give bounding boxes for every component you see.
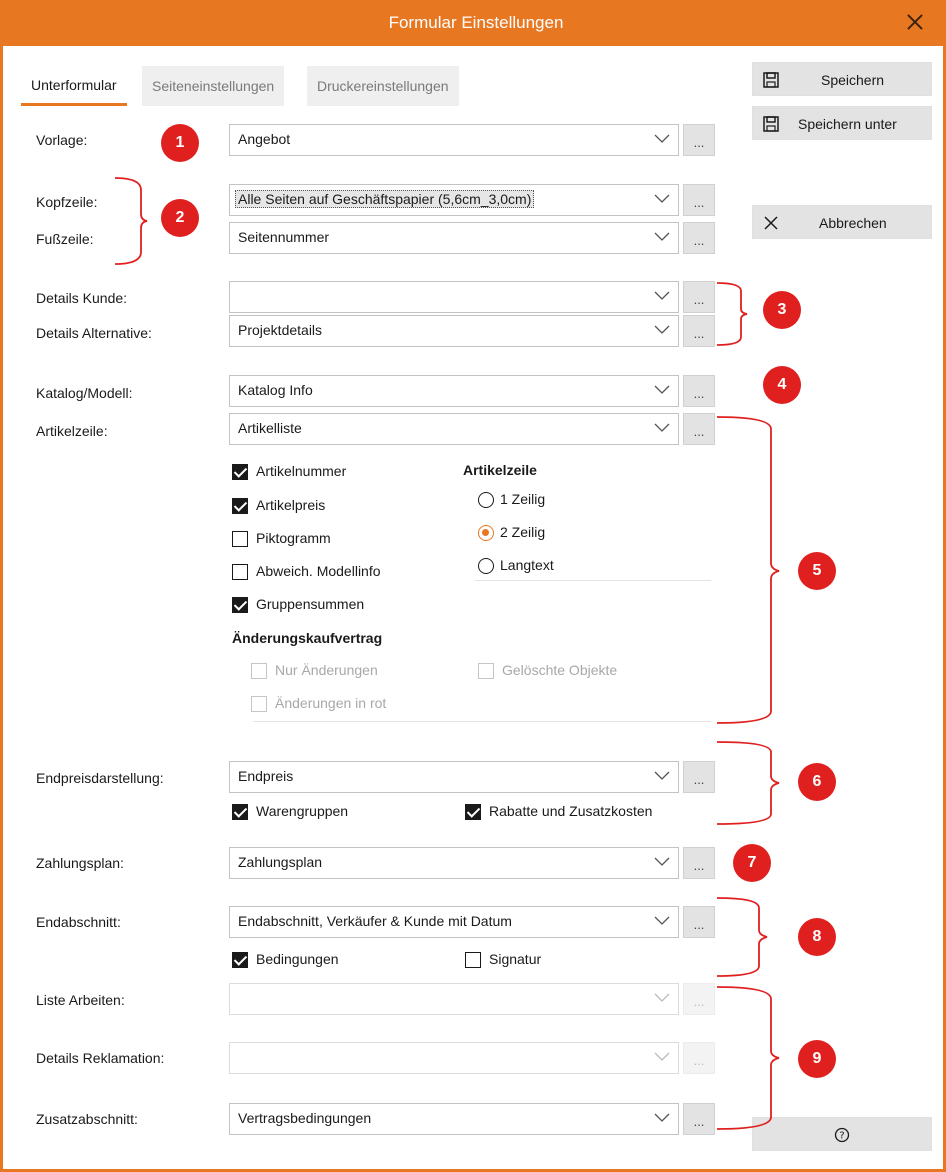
piktogramm-label: Piktogramm [256,530,331,546]
radio-2-zeilig-label: 2 Zeilig [500,524,546,540]
radio-1-zeilig[interactable] [478,490,598,512]
floppy-disk-icon [763,72,779,88]
signatur-checkbox[interactable] [465,950,585,972]
annotation-brace-3 [715,281,755,347]
geloeschte-objekte-label: Gelöschte Objekte [502,662,618,678]
details-kunde-label: Details Kunde: [36,290,128,306]
zahlungsplan-more-button[interactable]: ... [683,847,715,879]
endpreis-value: Endpreis [238,768,294,784]
artikelzeile-select[interactable] [229,413,679,445]
aenderungen-in-rot-label: Änderungen in rot [275,695,387,711]
details-reklamation-more-button[interactable]: ... [683,1042,715,1074]
artikelzeile-radio-heading: Artikelzeile [463,462,537,478]
details-kunde-select[interactable] [229,281,679,313]
gruppensummen-label: Gruppensummen [256,596,365,612]
chevron-down-icon [654,1051,670,1063]
chevron-down-icon [654,992,670,1004]
chevron-down-icon [654,384,670,396]
details-reklamation-label: Details Reklamation: [36,1050,165,1066]
warengruppen-checkbox[interactable] [232,802,392,824]
save-as-button[interactable] [752,106,932,140]
tab-unterformular[interactable]: Unterformular [21,66,127,106]
annotation-brace-2 [107,176,167,266]
abweich-modellinfo-label: Abweich. Modellinfo [256,563,381,579]
kopfzeile-value: Alle Seiten auf Geschäftspapier (5,6cm_3,0cm) [235,190,534,208]
endabschnitt-label: Endabschnitt: [36,914,121,930]
checkbox-box [232,804,248,820]
artikelpreis-checkbox[interactable] [232,496,392,518]
zahlungsplan-value: Zahlungsplan [238,854,323,870]
marker-3: 3 [763,291,801,329]
endabschnitt-value: Endabschnitt, Verkäufer & Kunde mit Datum [238,913,512,929]
checkbox-box [232,597,248,613]
zusatzabschnitt-more-button[interactable]: ... [683,1103,715,1135]
zusatzabschnitt-select[interactable] [229,1103,679,1135]
artikelzeile-label: Artikelzeile: [36,423,108,439]
endabschnitt-more-button[interactable]: ... [683,906,715,938]
endpreis-label: Endpreisdarstellung: [36,770,164,786]
zahlungsplan-select[interactable] [229,847,679,879]
radio-circle [478,492,494,508]
checkbox-box [465,804,481,820]
warengruppen-label: Warengruppen [256,803,349,819]
window-title: Formular Einstellungen [388,13,564,32]
chevron-down-icon [654,290,670,302]
chevron-down-icon [654,915,670,927]
piktogramm-checkbox[interactable] [232,529,392,551]
rabatte-label: Rabatte und Zusatzkosten [489,803,653,819]
close-icon[interactable] [903,10,927,34]
details-reklamation-select[interactable] [229,1042,679,1074]
fusszeile-select[interactable] [229,222,679,254]
chevron-down-icon [654,324,670,336]
marker-6: 6 [798,763,836,801]
chevron-down-icon [654,133,670,145]
chevron-down-icon [654,422,670,434]
liste-arbeiten-label: Liste Arbeiten: [36,992,125,1008]
checkbox-box [251,663,267,679]
aenderung-heading: Änderungskaufvertrag [232,630,383,646]
artikelnummer-label: Artikelnummer [256,463,347,479]
katalog-select[interactable] [229,375,679,407]
cancel-button[interactable] [752,205,932,239]
katalog-label: Katalog/Modell: [36,385,133,401]
vorlage-more-button[interactable]: ... [683,124,715,156]
save-button-label: Speichern [821,72,885,88]
marker-1: 1 [161,124,199,162]
vorlage-select[interactable] [229,124,679,156]
vorlage-value: Angebot [238,131,291,147]
katalog-value: Katalog Info [238,382,313,398]
tab-druckereinstellungen[interactable]: Druckereinstellungen [307,66,459,106]
liste-arbeiten-select[interactable] [229,983,679,1015]
details-alternative-label: Details Alternative: [36,325,152,341]
chevron-down-icon [654,231,670,243]
marker-8: 8 [798,918,836,956]
artikelnummer-checkbox[interactable] [232,462,392,484]
details-alternative-more-button[interactable]: ... [683,315,715,347]
chevron-down-icon [654,856,670,868]
title-bar [3,0,946,46]
checkbox-box [232,952,248,968]
annotation-brace-5 [715,415,785,725]
radio-group-divider [475,580,711,581]
details-alternative-value: Projektdetails [238,322,323,338]
signatur-label: Signatur [489,951,542,967]
chevron-down-icon [654,770,670,782]
bedingungen-label: Bedingungen [256,951,339,967]
gruppensummen-checkbox[interactable] [232,595,412,617]
chevron-down-icon [654,1112,670,1124]
kopfzeile-more-button[interactable]: ... [683,184,715,216]
details-alternative-select[interactable] [229,315,679,347]
artikelzeile-more-button[interactable]: ... [683,413,715,445]
radio-1-zeilig-label: 1 Zeilig [500,491,546,507]
checkbox-box [478,663,494,679]
chevron-down-icon [654,193,670,205]
radio-langtext-label: Langtext [500,557,554,573]
radio-2-zeilig[interactable] [478,523,598,545]
fusszeile-label: Fußzeile: [36,231,94,247]
vorlage-label: Vorlage: [36,132,88,148]
checkbox-box [465,952,481,968]
endpreis-more-button[interactable]: ... [683,761,715,793]
checkbox-box [232,564,248,580]
bedingungen-checkbox[interactable] [232,950,392,972]
rabatte-checkbox[interactable] [465,802,695,824]
zusatzabschnitt-value: Vertragsbedingungen [238,1110,372,1126]
radio-langtext[interactable] [478,556,598,578]
marker-4: 4 [763,366,801,404]
aenderung-divider [253,721,711,722]
annotation-brace-9 [715,985,785,1131]
aenderungen-in-rot-checkbox[interactable] [251,694,421,716]
zahlungsplan-label: Zahlungsplan: [36,855,124,871]
close-icon [763,215,779,231]
cancel-button-label: Abbrechen [819,215,887,231]
question-circle-icon [834,1127,850,1143]
radio-circle [478,558,494,574]
marker-5: 5 [798,552,836,590]
save-as-button-label: Speichern unter [798,116,897,132]
liste-arbeiten-more-button[interactable]: ... [683,983,715,1015]
artikelzeile-value: Artikelliste [238,420,302,436]
zusatzabschnitt-label: Zusatzabschnitt: [36,1111,138,1127]
checkbox-box [232,464,248,480]
tab-seiteneinstellungen[interactable]: Seiteneinstellungen [142,66,284,106]
nur-aenderungen-checkbox[interactable] [251,661,421,683]
save-button[interactable] [752,62,932,96]
checkbox-box [251,696,267,712]
checkbox-box [232,498,248,514]
annotation-brace-8 [715,896,775,978]
radio-circle [478,525,494,541]
endpreis-select[interactable] [229,761,679,793]
abweich-modellinfo-checkbox[interactable] [232,562,432,584]
fusszeile-value: Seitennummer [238,229,330,245]
details-kunde-more-button[interactable]: ... [683,281,715,313]
nur-aenderungen-label: Nur Änderungen [275,662,378,678]
checkbox-box [232,531,248,547]
geloeschte-objekte-checkbox[interactable] [478,661,658,683]
svg-text:?: ? [839,1130,845,1142]
annotation-brace-6 [715,740,785,826]
kopfzeile-label: Kopfzeile: [36,194,98,210]
endabschnitt-select[interactable] [229,906,679,938]
katalog-more-button[interactable]: ... [683,375,715,407]
marker-7: 7 [733,844,771,882]
kopfzeile-select[interactable] [229,184,679,216]
fusszeile-more-button[interactable]: ... [683,222,715,254]
marker-9: 9 [798,1040,836,1078]
artikelpreis-label: Artikelpreis [256,497,326,513]
marker-2: 2 [161,199,199,237]
floppy-disk-icon [763,116,779,132]
